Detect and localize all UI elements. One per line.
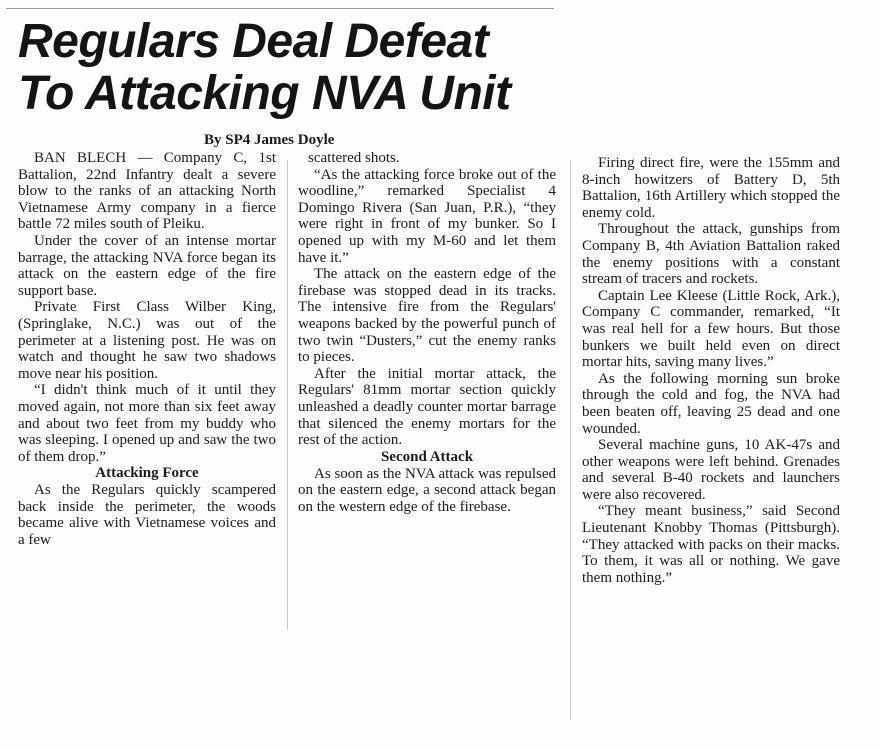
top-rule xyxy=(6,8,554,9)
paragraph: BAN BLECH — Company C, 1st Battalion, 22nd Infantry dealt a severe blow to the ranks of an attacking North Vietnamese Army company in a fierce battle 72 miles south of Pleiku. xyxy=(18,150,276,233)
paragraph: Firing direct fire, were the 155mm and 8-inch howitzers of Battery D, 5th Battalion, 16th Artillery which stopped the enemy cold. xyxy=(582,155,840,221)
column-rule xyxy=(570,160,571,720)
article-column-2 xyxy=(298,150,556,515)
headline-line-1: Regulars Deal Defeat xyxy=(18,15,489,68)
paragraph: Captain Lee Kleese (Little Rock, Ark.), Company C commander, remarked, “It was real hell for a few hours. But those bunkers we built held even on direct mortar hits, saving many lives.” xyxy=(582,287,840,371)
paragraph: The attack on the eastern edge of the firebase was stopped dead in its tracks. The intensive fire from the Regulars' weapons backed by the powerful punch of two twin “Dusters,” cut the enemy ranks to pieces. xyxy=(298,266,556,366)
paragraph: “As the attacking force broke out of the woodline,” remarked Specialist 4 Domingo Rivera (San Juan, P.R.), “they were right in front of my bunker. So I opened up with my M-60 and let them have it.” xyxy=(298,166,556,266)
subhead-second-attack: Second Attack xyxy=(380,448,474,465)
headline xyxy=(18,16,578,120)
paragraph: As the following morning sun broke through the cold and fog, the NVA had been beaten off, leaving 25 dead and one wounded. xyxy=(582,370,840,437)
paragraph: Under the cover of an intense mortar barrage, the attacking NVA force began its attack on the eastern edge of the fire support base. xyxy=(18,232,276,299)
paragraph: “I didn't think much of it until they moved again, not more than six feet away and about two feet from my buddy who was sleeping. I opened up and saw the two of them drop.” xyxy=(18,382,276,465)
headline-line-2: To Attacking NVA Unit xyxy=(18,67,511,120)
article-column-3 xyxy=(582,155,840,586)
article-column-1 xyxy=(18,150,276,549)
paragraph: Throughout the attack, gunships from Company B, 4th Aviation Battalion raked the enemy positions with a constant stream of tracers and rockets. xyxy=(582,221,840,288)
column-rule xyxy=(287,160,288,630)
paragraph: After the initial mortar attack, the Regulars' 81mm mortar section quickly unleashed a deadly counter mortar barrage that silenced the enemy mortars for the rest of the action. xyxy=(298,365,556,449)
paragraph: As the Regulars quickly scampered back inside the perimeter, the woods became alive with Vietnamese voices and a few xyxy=(18,482,276,549)
subhead-attacking-force: Attacking Force xyxy=(95,465,199,482)
byline: By SP4 James Doyle xyxy=(204,132,335,148)
paragraph: Several machine guns, 10 AK-47s and other weapons were left behind. Grenades and several B-40 rockets and launchers were also recovered. xyxy=(582,437,840,503)
paragraph: “They meant business,” said Second Lieutenant Knobby Thomas (Pittsburgh). “They attacked with packs on their macks. To them, it was all or nothing. We gave them nothing.” xyxy=(582,503,840,586)
paragraph: scattered shots. xyxy=(308,150,400,166)
paragraph: As soon as the NVA attack was repulsed on the eastern edge, a second attack began on the western edge of the firebase. xyxy=(298,465,556,515)
paragraph: Private First Class Wilber King, (Springlake, N.C.) was out of the perimeter at a listening post. He was on watch and thought he saw two shadows move near his position. xyxy=(18,299,276,382)
